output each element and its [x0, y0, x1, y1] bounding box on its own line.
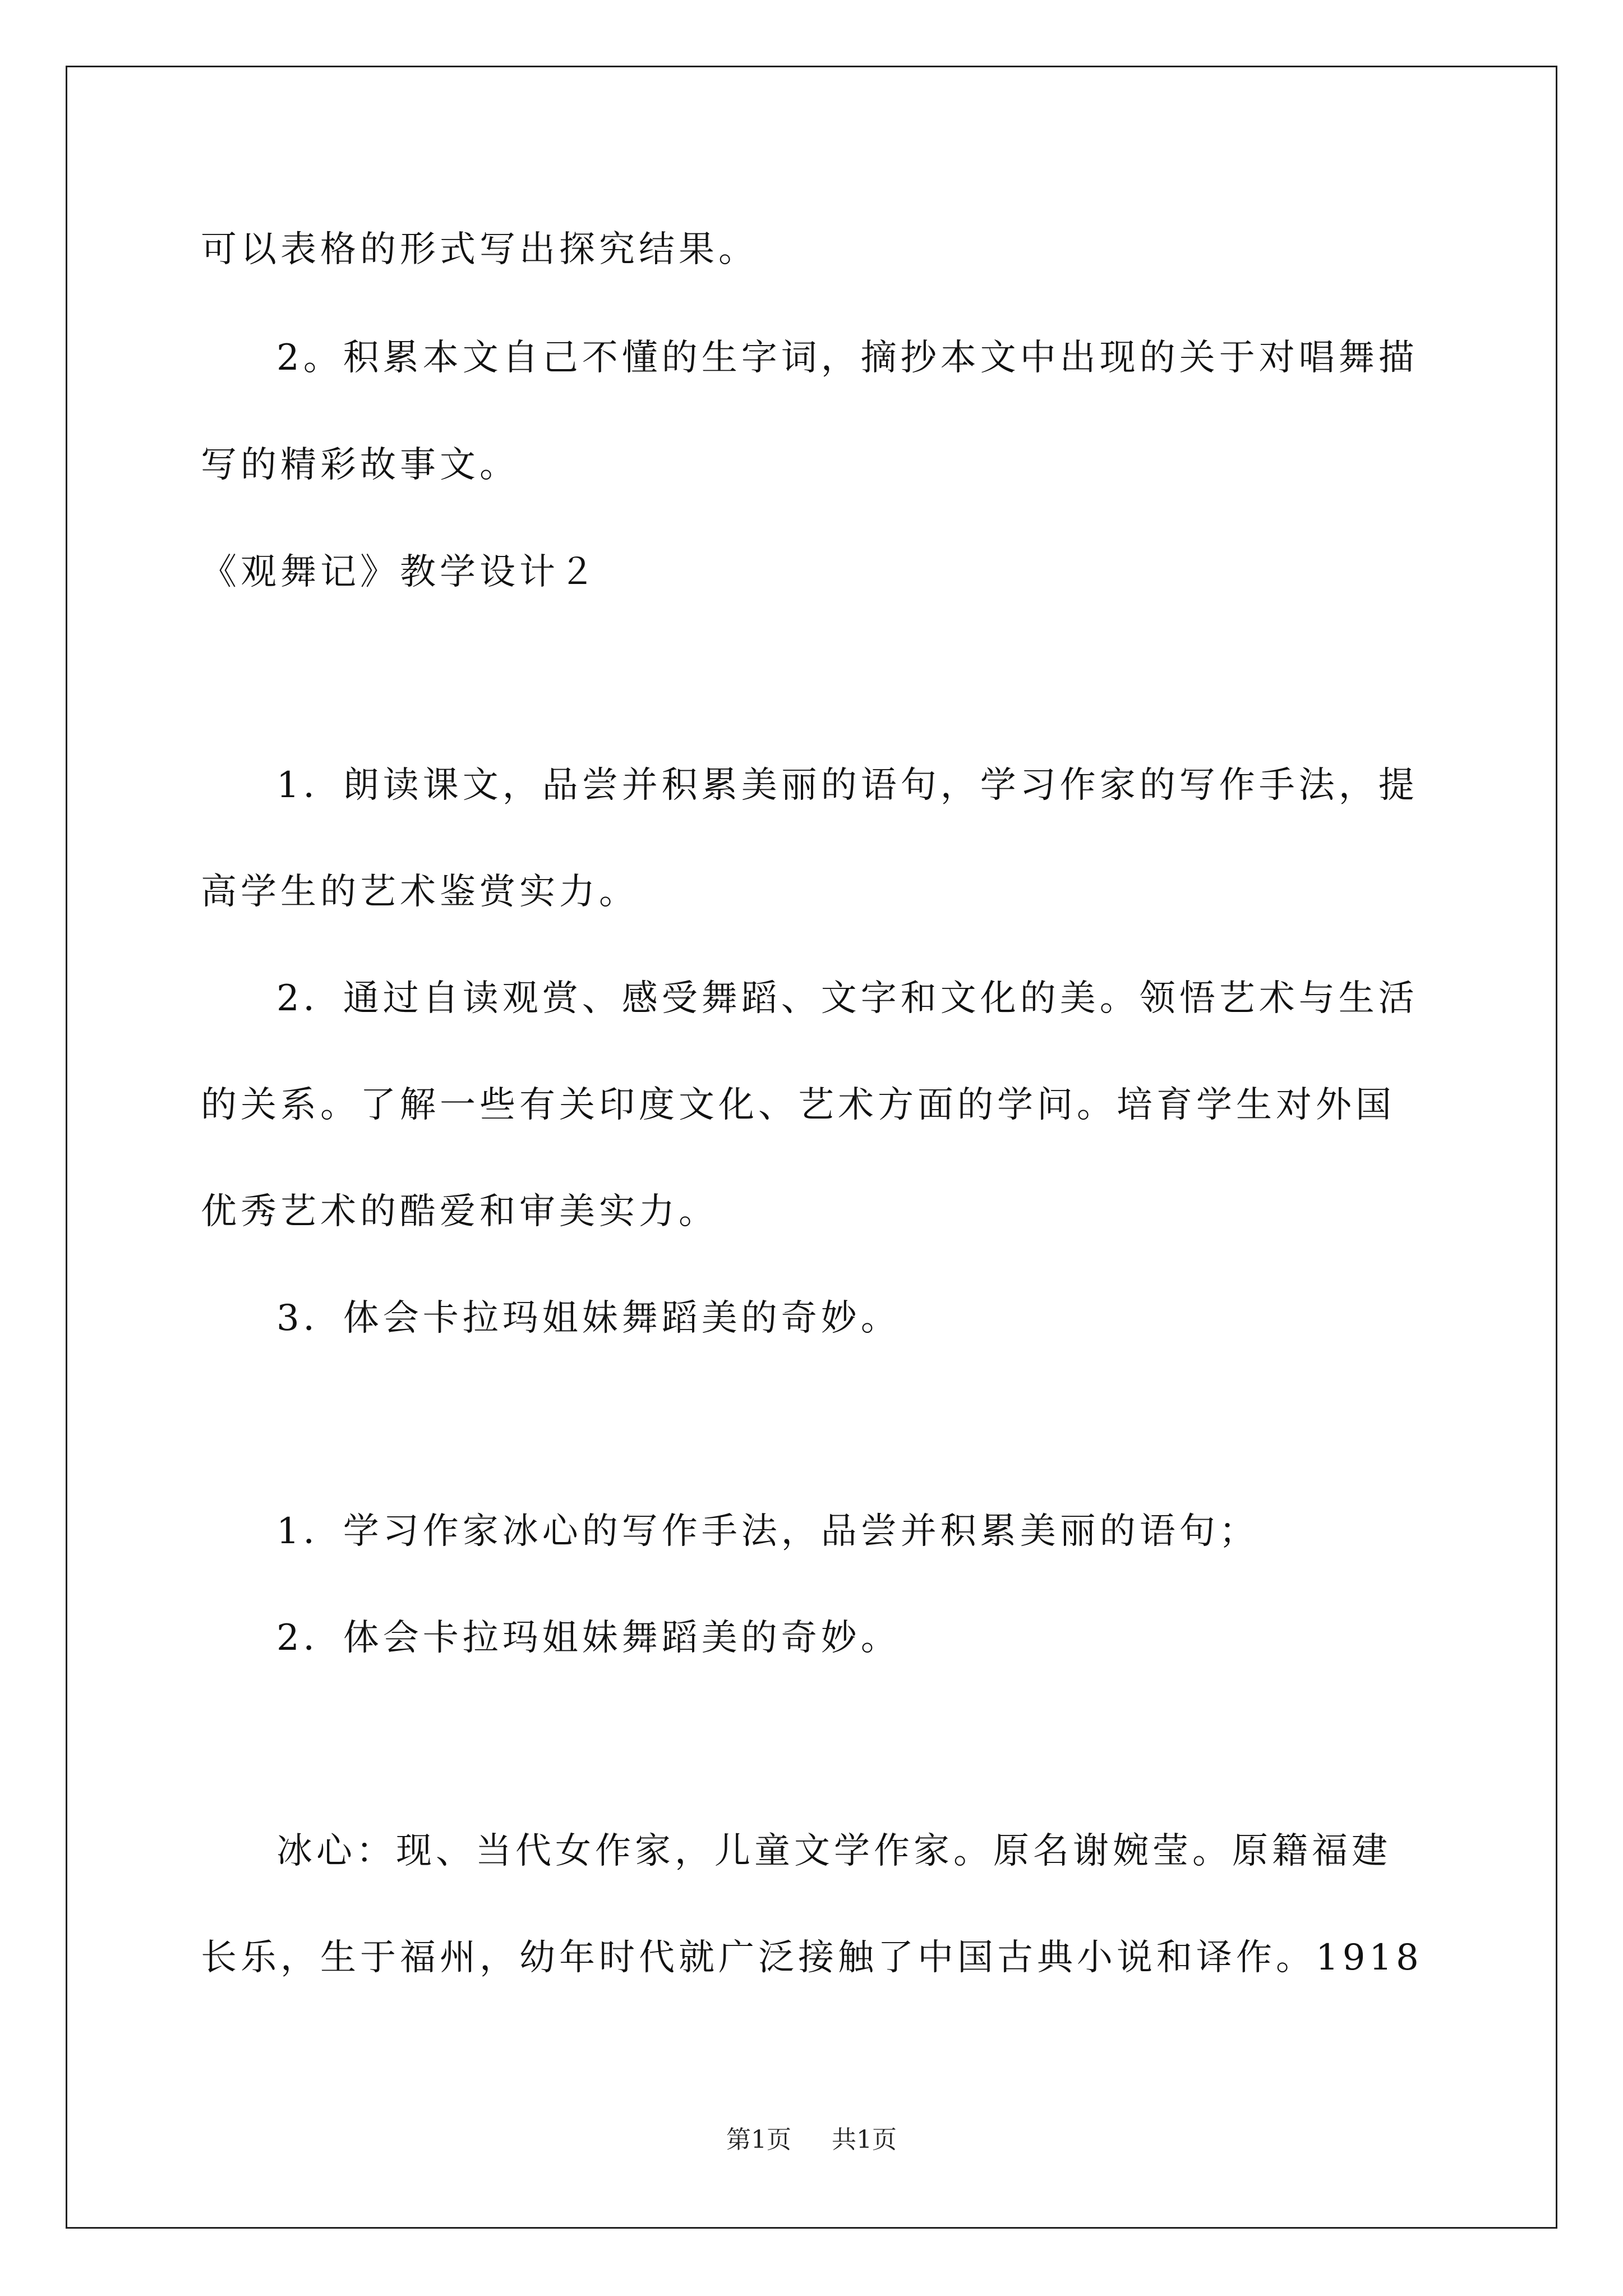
paragraph-line: 2．体会卡拉玛姐妹舞蹈美的奇妙。 — [276, 1617, 901, 1659]
paragraph-line: 高学生的艺术鉴赏实力。 — [201, 871, 639, 913]
paragraph-line: 长乐，生于福州，幼年时代就广泛接触了中国古典小说和译作。1918 — [201, 1937, 1423, 1978]
paragraph-line: 1．朗读课文，品尝并积累美丽的语句，学习作家的写作手法，提 — [276, 765, 1418, 806]
page-number: 第1页 — [726, 2125, 791, 2154]
paragraph-line: 2。积累本文自己不懂的生字词，摘抄本文中出现的关于对唱舞描 — [276, 337, 1418, 379]
paragraph-line: 可以表格的形式写出探究结果。 — [201, 229, 758, 270]
paragraph-line: 写的精彩故事文。 — [201, 444, 519, 486]
paragraph-line: 3．体会卡拉玛姐妹舞蹈美的奇妙。 — [276, 1297, 901, 1339]
paragraph-line: 2．通过自读观赏、感受舞蹈、文字和文化的美。领悟艺术与生活 — [276, 978, 1418, 1019]
paragraph-line: 冰心：现、当代女作家，儿童文学作家。原名谢婉莹。原籍福建 — [276, 1830, 1391, 1872]
section-heading: 《观舞记》教学设计２ — [201, 551, 599, 593]
footer-spacer — [799, 2125, 824, 2154]
page-total: 共1页 — [832, 2125, 897, 2154]
page-border — [66, 66, 1557, 2229]
page-footer — [0, 2125, 1623, 2155]
paragraph-line: 的关系。了解一些有关印度文化、艺术方面的学问。培育学生对外国 — [201, 1084, 1395, 1126]
paragraph-line: 优秀艺术的酷爱和审美实力。 — [201, 1191, 718, 1232]
paragraph-line: 1．学习作家冰心的写作手法，品尝并积累美丽的语句； — [276, 1511, 1259, 1552]
